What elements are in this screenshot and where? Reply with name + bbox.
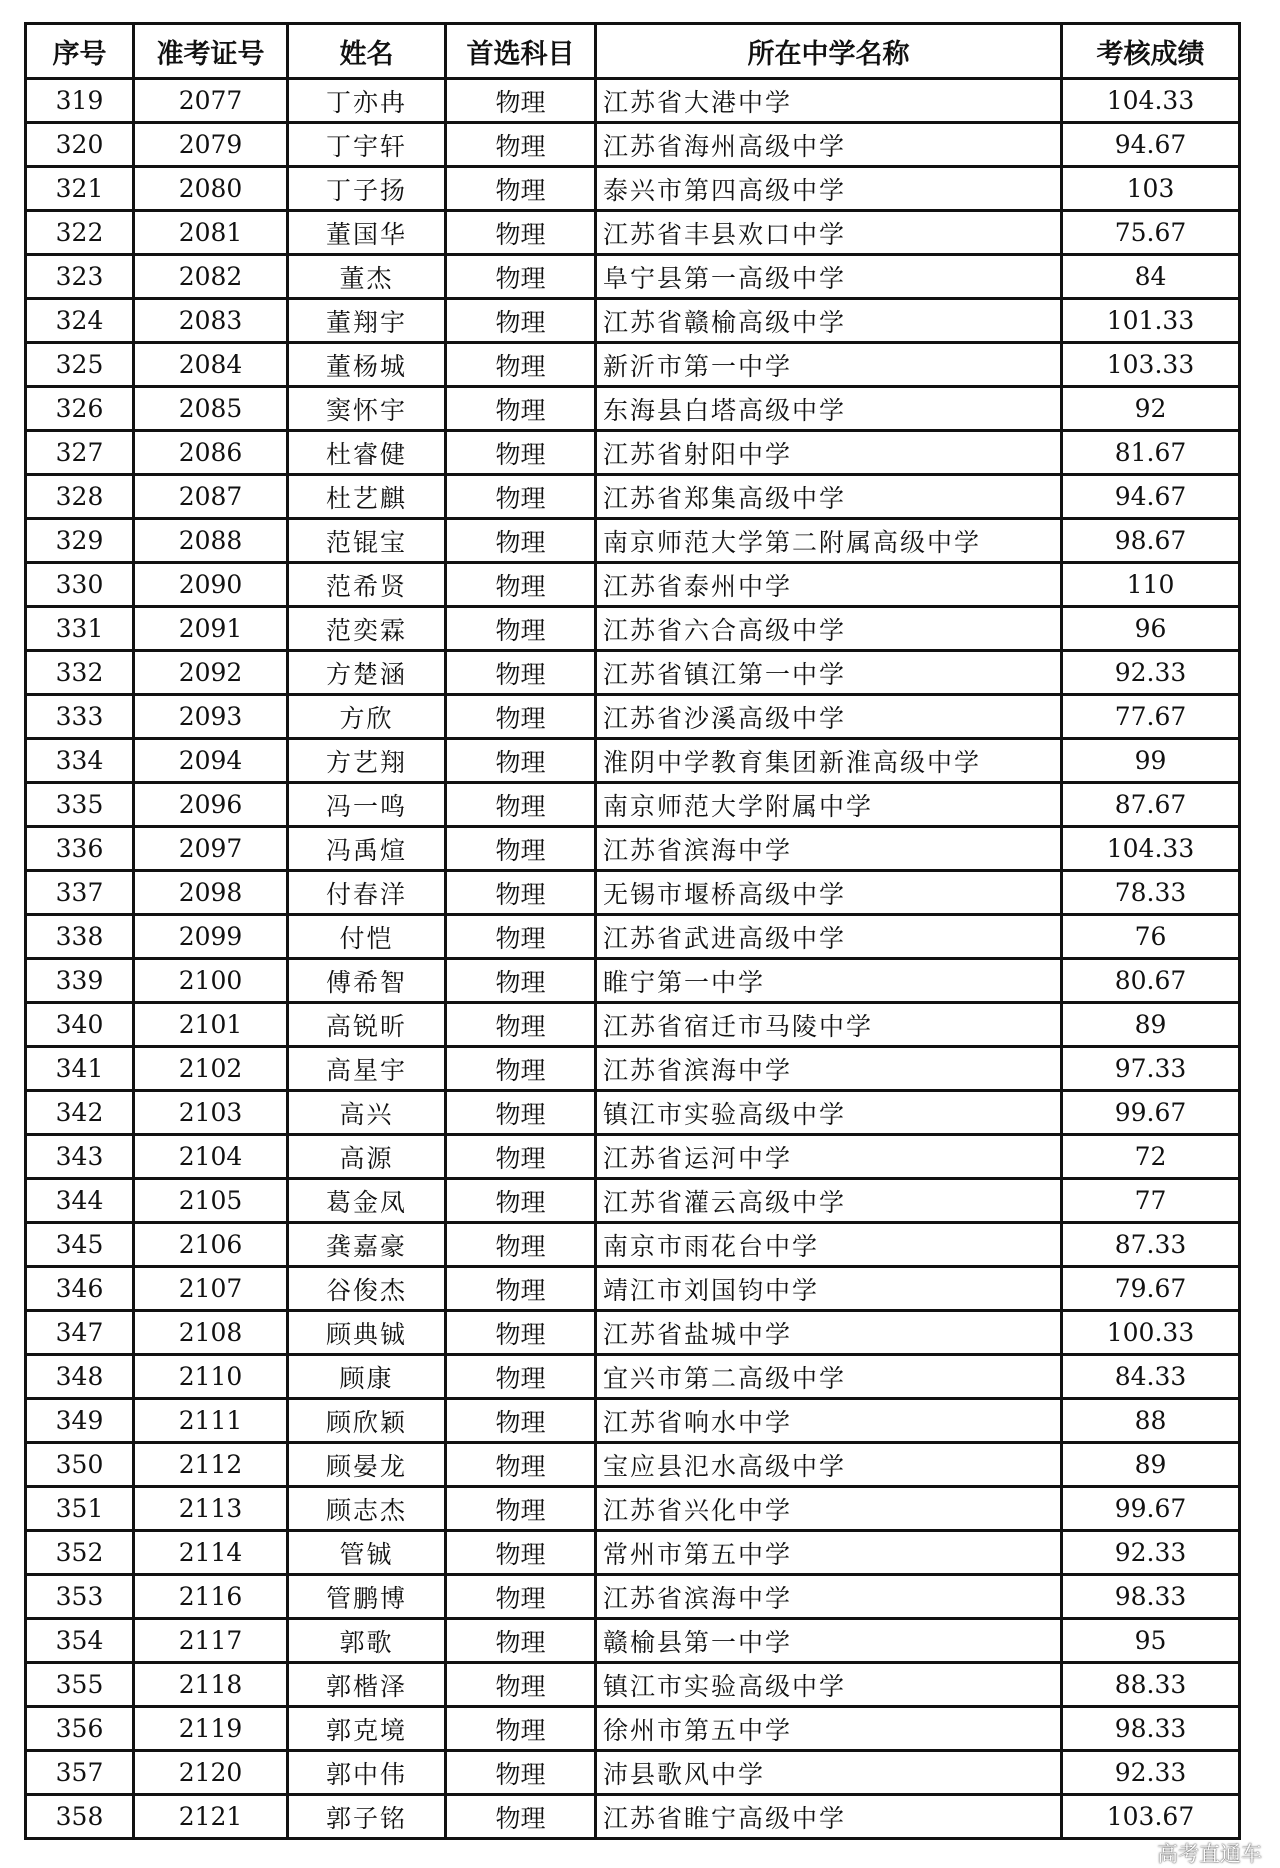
cell-score: 78.33 xyxy=(1062,871,1240,915)
cell-name: 郭克境 xyxy=(288,1707,446,1751)
cell-exam-id: 2091 xyxy=(134,607,288,651)
table-row xyxy=(26,387,1240,431)
cell-exam-id: 2102 xyxy=(134,1047,288,1091)
table-row xyxy=(26,1047,1240,1091)
cell-score: 98.33 xyxy=(1062,1575,1240,1619)
cell-score: 99 xyxy=(1062,739,1240,783)
cell-exam-id: 2101 xyxy=(134,1003,288,1047)
table-row xyxy=(26,431,1240,475)
cell-name: 方楚涵 xyxy=(288,651,446,695)
cell-subject: 物理 xyxy=(446,1179,596,1223)
cell-subject: 物理 xyxy=(446,1531,596,1575)
table-row xyxy=(26,1267,1240,1311)
cell-score: 77.67 xyxy=(1062,695,1240,739)
cell-exam-id: 2088 xyxy=(134,519,288,563)
cell-name: 高源 xyxy=(288,1135,446,1179)
cell-index: 350 xyxy=(26,1443,134,1487)
cell-school: 江苏省滨海中学 xyxy=(596,1047,1062,1091)
cell-index: 343 xyxy=(26,1135,134,1179)
cell-exam-id: 2087 xyxy=(134,475,288,519)
cell-subject: 物理 xyxy=(446,1311,596,1355)
cell-school: 宝应县氾水高级中学 xyxy=(596,1443,1062,1487)
table-row xyxy=(26,167,1240,211)
cell-school: 阜宁县第一高级中学 xyxy=(596,255,1062,299)
cell-school: 江苏省海州高级中学 xyxy=(596,123,1062,167)
table-row xyxy=(26,1663,1240,1707)
cell-subject: 物理 xyxy=(446,1355,596,1399)
cell-index: 342 xyxy=(26,1091,134,1135)
cell-school: 江苏省睢宁高级中学 xyxy=(596,1795,1062,1839)
cell-subject: 物理 xyxy=(446,563,596,607)
cell-subject: 物理 xyxy=(446,1443,596,1487)
cell-subject: 物理 xyxy=(446,167,596,211)
table-row xyxy=(26,211,1240,255)
cell-name: 冯一鸣 xyxy=(288,783,446,827)
cell-score: 96 xyxy=(1062,607,1240,651)
cell-exam-id: 2113 xyxy=(134,1487,288,1531)
table-row xyxy=(26,915,1240,959)
table-row xyxy=(26,1751,1240,1795)
cell-name: 龚嘉豪 xyxy=(288,1223,446,1267)
cell-name: 顾晏龙 xyxy=(288,1443,446,1487)
cell-name: 冯禹煊 xyxy=(288,827,446,871)
cell-subject: 物理 xyxy=(446,387,596,431)
cell-index: 327 xyxy=(26,431,134,475)
cell-index: 326 xyxy=(26,387,134,431)
cell-index: 357 xyxy=(26,1751,134,1795)
cell-exam-id: 2119 xyxy=(134,1707,288,1751)
cell-subject: 物理 xyxy=(446,1047,596,1091)
cell-index: 331 xyxy=(26,607,134,651)
cell-index: 332 xyxy=(26,651,134,695)
table-row xyxy=(26,959,1240,1003)
cell-name: 付恺 xyxy=(288,915,446,959)
cell-score: 88 xyxy=(1062,1399,1240,1443)
cell-score: 98.67 xyxy=(1062,519,1240,563)
cell-exam-id: 2097 xyxy=(134,827,288,871)
cell-subject: 物理 xyxy=(446,1135,596,1179)
table-row xyxy=(26,1399,1240,1443)
cell-exam-id: 2120 xyxy=(134,1751,288,1795)
cell-index: 333 xyxy=(26,695,134,739)
cell-school: 宜兴市第二高级中学 xyxy=(596,1355,1062,1399)
cell-index: 358 xyxy=(26,1795,134,1839)
cell-exam-id: 2090 xyxy=(134,563,288,607)
cell-school: 江苏省六合高级中学 xyxy=(596,607,1062,651)
cell-index: 345 xyxy=(26,1223,134,1267)
cell-score: 103.67 xyxy=(1062,1795,1240,1839)
table-row xyxy=(26,739,1240,783)
table-row xyxy=(26,255,1240,299)
table-row xyxy=(26,871,1240,915)
cell-subject: 物理 xyxy=(446,1575,596,1619)
cell-name: 范希贤 xyxy=(288,563,446,607)
table-row xyxy=(26,1487,1240,1531)
cell-subject: 物理 xyxy=(446,959,596,1003)
cell-exam-id: 2077 xyxy=(134,79,288,123)
cell-index: 356 xyxy=(26,1707,134,1751)
cell-school: 江苏省兴化中学 xyxy=(596,1487,1062,1531)
cell-subject: 物理 xyxy=(446,519,596,563)
header-exam-id: 准考证号 xyxy=(134,24,288,79)
cell-index: 340 xyxy=(26,1003,134,1047)
cell-name: 窦怀宇 xyxy=(288,387,446,431)
table-row xyxy=(26,827,1240,871)
cell-index: 329 xyxy=(26,519,134,563)
cell-exam-id: 2117 xyxy=(134,1619,288,1663)
cell-name: 郭子铭 xyxy=(288,1795,446,1839)
table-row xyxy=(26,695,1240,739)
cell-name: 郭中伟 xyxy=(288,1751,446,1795)
cell-school: 江苏省丰县欢口中学 xyxy=(596,211,1062,255)
cell-exam-id: 2116 xyxy=(134,1575,288,1619)
header-score: 考核成绩 xyxy=(1062,24,1240,79)
cell-score: 81.67 xyxy=(1062,431,1240,475)
cell-score: 94.67 xyxy=(1062,123,1240,167)
cell-name: 郭楷泽 xyxy=(288,1663,446,1707)
cell-score: 76 xyxy=(1062,915,1240,959)
cell-index: 328 xyxy=(26,475,134,519)
cell-score: 101.33 xyxy=(1062,299,1240,343)
table-row xyxy=(26,1443,1240,1487)
cell-score: 99.67 xyxy=(1062,1091,1240,1135)
cell-score: 84 xyxy=(1062,255,1240,299)
cell-name: 顾典铖 xyxy=(288,1311,446,1355)
cell-subject: 物理 xyxy=(446,475,596,519)
cell-subject: 物理 xyxy=(446,1267,596,1311)
cell-score: 88.33 xyxy=(1062,1663,1240,1707)
table-row xyxy=(26,1531,1240,1575)
cell-school: 江苏省大港中学 xyxy=(596,79,1062,123)
cell-school: 江苏省武进高级中学 xyxy=(596,915,1062,959)
table-row xyxy=(26,475,1240,519)
cell-exam-id: 2118 xyxy=(134,1663,288,1707)
cell-school: 靖江市刘国钧中学 xyxy=(596,1267,1062,1311)
cell-index: 330 xyxy=(26,563,134,607)
cell-name: 管铖 xyxy=(288,1531,446,1575)
cell-score: 89 xyxy=(1062,1003,1240,1047)
cell-exam-id: 2107 xyxy=(134,1267,288,1311)
cell-score: 92.33 xyxy=(1062,1531,1240,1575)
cell-school: 南京师范大学第二附属高级中学 xyxy=(596,519,1062,563)
cell-name: 杜艺麒 xyxy=(288,475,446,519)
table-row xyxy=(26,299,1240,343)
cell-exam-id: 2092 xyxy=(134,651,288,695)
cell-exam-id: 2099 xyxy=(134,915,288,959)
table-row xyxy=(26,1355,1240,1399)
cell-name: 高锐昕 xyxy=(288,1003,446,1047)
cell-school: 泰兴市第四高级中学 xyxy=(596,167,1062,211)
header-subject: 首选科目 xyxy=(446,24,596,79)
cell-exam-id: 2110 xyxy=(134,1355,288,1399)
cell-name: 顾康 xyxy=(288,1355,446,1399)
cell-subject: 物理 xyxy=(446,1003,596,1047)
cell-subject: 物理 xyxy=(446,1619,596,1663)
cell-score: 87.67 xyxy=(1062,783,1240,827)
cell-score: 104.33 xyxy=(1062,827,1240,871)
cell-name: 董翔宇 xyxy=(288,299,446,343)
table-row xyxy=(26,123,1240,167)
cell-name: 丁宇轩 xyxy=(288,123,446,167)
cell-subject: 物理 xyxy=(446,431,596,475)
cell-score: 89 xyxy=(1062,1443,1240,1487)
cell-index: 344 xyxy=(26,1179,134,1223)
cell-subject: 物理 xyxy=(446,211,596,255)
cell-subject: 物理 xyxy=(446,1795,596,1839)
cell-score: 99.67 xyxy=(1062,1487,1240,1531)
table-row xyxy=(26,343,1240,387)
cell-index: 322 xyxy=(26,211,134,255)
cell-subject: 物理 xyxy=(446,739,596,783)
cell-subject: 物理 xyxy=(446,871,596,915)
table-row xyxy=(26,1795,1240,1839)
cell-index: 354 xyxy=(26,1619,134,1663)
cell-score: 103 xyxy=(1062,167,1240,211)
cell-school: 江苏省宿迁市马陵中学 xyxy=(596,1003,1062,1047)
cell-index: 325 xyxy=(26,343,134,387)
score-table xyxy=(24,22,1241,1840)
cell-school: 江苏省滨海中学 xyxy=(596,1575,1062,1619)
watermark: 高考直通车 xyxy=(1157,1842,1262,1866)
cell-name: 顾欣颖 xyxy=(288,1399,446,1443)
table-row xyxy=(26,607,1240,651)
cell-index: 320 xyxy=(26,123,134,167)
cell-subject: 物理 xyxy=(446,79,596,123)
cell-index: 349 xyxy=(26,1399,134,1443)
cell-score: 100.33 xyxy=(1062,1311,1240,1355)
cell-subject: 物理 xyxy=(446,827,596,871)
cell-subject: 物理 xyxy=(446,695,596,739)
table-row xyxy=(26,651,1240,695)
cell-exam-id: 2114 xyxy=(134,1531,288,1575)
cell-index: 348 xyxy=(26,1355,134,1399)
header-row xyxy=(26,24,1240,79)
cell-exam-id: 2112 xyxy=(134,1443,288,1487)
cell-score: 92.33 xyxy=(1062,651,1240,695)
cell-school: 江苏省灌云高级中学 xyxy=(596,1179,1062,1223)
cell-exam-id: 2106 xyxy=(134,1223,288,1267)
cell-score: 84.33 xyxy=(1062,1355,1240,1399)
table-row xyxy=(26,1223,1240,1267)
cell-name: 丁子扬 xyxy=(288,167,446,211)
cell-subject: 物理 xyxy=(446,915,596,959)
cell-exam-id: 2081 xyxy=(134,211,288,255)
cell-school: 无锡市堰桥高级中学 xyxy=(596,871,1062,915)
cell-exam-id: 2082 xyxy=(134,255,288,299)
cell-exam-id: 2093 xyxy=(134,695,288,739)
table-row xyxy=(26,519,1240,563)
cell-score: 104.33 xyxy=(1062,79,1240,123)
cell-score: 94.67 xyxy=(1062,475,1240,519)
cell-school: 江苏省郑集高级中学 xyxy=(596,475,1062,519)
cell-score: 77 xyxy=(1062,1179,1240,1223)
cell-school: 徐州市第五中学 xyxy=(596,1707,1062,1751)
cell-score: 79.67 xyxy=(1062,1267,1240,1311)
cell-index: 323 xyxy=(26,255,134,299)
table-row xyxy=(26,79,1240,123)
cell-subject: 物理 xyxy=(446,343,596,387)
cell-exam-id: 2086 xyxy=(134,431,288,475)
table-row xyxy=(26,1135,1240,1179)
cell-index: 355 xyxy=(26,1663,134,1707)
cell-score: 92.33 xyxy=(1062,1751,1240,1795)
cell-subject: 物理 xyxy=(446,123,596,167)
cell-name: 付春洋 xyxy=(288,871,446,915)
cell-index: 338 xyxy=(26,915,134,959)
cell-school: 江苏省射阳中学 xyxy=(596,431,1062,475)
header-name: 姓名 xyxy=(288,24,446,79)
header-school: 所在中学名称 xyxy=(596,24,1062,79)
cell-exam-id: 2121 xyxy=(134,1795,288,1839)
cell-index: 336 xyxy=(26,827,134,871)
cell-name: 董国华 xyxy=(288,211,446,255)
cell-school: 江苏省镇江第一中学 xyxy=(596,651,1062,695)
cell-index: 334 xyxy=(26,739,134,783)
cell-school: 赣榆县第一中学 xyxy=(596,1619,1062,1663)
cell-index: 353 xyxy=(26,1575,134,1619)
cell-score: 103.33 xyxy=(1062,343,1240,387)
cell-subject: 物理 xyxy=(446,1487,596,1531)
cell-score: 75.67 xyxy=(1062,211,1240,255)
cell-index: 335 xyxy=(26,783,134,827)
cell-subject: 物理 xyxy=(446,1707,596,1751)
cell-school: 南京师范大学附属中学 xyxy=(596,783,1062,827)
cell-index: 351 xyxy=(26,1487,134,1531)
cell-score: 80.67 xyxy=(1062,959,1240,1003)
cell-name: 谷俊杰 xyxy=(288,1267,446,1311)
cell-school: 江苏省盐城中学 xyxy=(596,1311,1062,1355)
cell-name: 顾志杰 xyxy=(288,1487,446,1531)
cell-name: 范奕霖 xyxy=(288,607,446,651)
cell-name: 方欣 xyxy=(288,695,446,739)
table-row xyxy=(26,1619,1240,1663)
cell-name: 董杨城 xyxy=(288,343,446,387)
cell-subject: 物理 xyxy=(446,1223,596,1267)
cell-exam-id: 2100 xyxy=(134,959,288,1003)
cell-subject: 物理 xyxy=(446,607,596,651)
cell-score: 72 xyxy=(1062,1135,1240,1179)
cell-name: 方艺翔 xyxy=(288,739,446,783)
cell-subject: 物理 xyxy=(446,1091,596,1135)
cell-score: 92 xyxy=(1062,387,1240,431)
cell-exam-id: 2105 xyxy=(134,1179,288,1223)
cell-name: 董杰 xyxy=(288,255,446,299)
cell-exam-id: 2108 xyxy=(134,1311,288,1355)
cell-index: 321 xyxy=(26,167,134,211)
cell-school: 睢宁第一中学 xyxy=(596,959,1062,1003)
cell-school: 东海县白塔高级中学 xyxy=(596,387,1062,431)
table-row xyxy=(26,1311,1240,1355)
cell-name: 高星宇 xyxy=(288,1047,446,1091)
cell-school: 江苏省沙溪高级中学 xyxy=(596,695,1062,739)
cell-score: 95 xyxy=(1062,1619,1240,1663)
cell-score: 97.33 xyxy=(1062,1047,1240,1091)
table-row xyxy=(26,783,1240,827)
cell-subject: 物理 xyxy=(446,1751,596,1795)
cell-exam-id: 2103 xyxy=(134,1091,288,1135)
cell-score: 87.33 xyxy=(1062,1223,1240,1267)
cell-subject: 物理 xyxy=(446,783,596,827)
cell-name: 丁亦冉 xyxy=(288,79,446,123)
table-row xyxy=(26,1707,1240,1751)
cell-exam-id: 2083 xyxy=(134,299,288,343)
cell-school: 常州市第五中学 xyxy=(596,1531,1062,1575)
cell-school: 江苏省滨海中学 xyxy=(596,827,1062,871)
cell-exam-id: 2079 xyxy=(134,123,288,167)
cell-exam-id: 2096 xyxy=(134,783,288,827)
cell-school: 镇江市实验高级中学 xyxy=(596,1091,1062,1135)
cell-name: 杜睿健 xyxy=(288,431,446,475)
cell-school: 淮阴中学教育集团新淮高级中学 xyxy=(596,739,1062,783)
cell-exam-id: 2098 xyxy=(134,871,288,915)
table-row xyxy=(26,1575,1240,1619)
cell-score: 110 xyxy=(1062,563,1240,607)
cell-subject: 物理 xyxy=(446,651,596,695)
cell-school: 新沂市第一中学 xyxy=(596,343,1062,387)
cell-index: 337 xyxy=(26,871,134,915)
cell-subject: 物理 xyxy=(446,255,596,299)
cell-school: 江苏省运河中学 xyxy=(596,1135,1062,1179)
cell-exam-id: 2111 xyxy=(134,1399,288,1443)
cell-name: 葛金凤 xyxy=(288,1179,446,1223)
cell-name: 傅希智 xyxy=(288,959,446,1003)
cell-school: 沛县歌风中学 xyxy=(596,1751,1062,1795)
cell-subject: 物理 xyxy=(446,1399,596,1443)
cell-index: 352 xyxy=(26,1531,134,1575)
cell-school: 江苏省响水中学 xyxy=(596,1399,1062,1443)
cell-name: 管鹏博 xyxy=(288,1575,446,1619)
cell-index: 341 xyxy=(26,1047,134,1091)
cell-subject: 物理 xyxy=(446,1663,596,1707)
cell-index: 347 xyxy=(26,1311,134,1355)
cell-school: 南京市雨花台中学 xyxy=(596,1223,1062,1267)
cell-name: 郭歌 xyxy=(288,1619,446,1663)
cell-exam-id: 2104 xyxy=(134,1135,288,1179)
cell-exam-id: 2080 xyxy=(134,167,288,211)
table-row xyxy=(26,1003,1240,1047)
cell-exam-id: 2084 xyxy=(134,343,288,387)
cell-school: 镇江市实验高级中学 xyxy=(596,1663,1062,1707)
cell-score: 98.33 xyxy=(1062,1707,1240,1751)
cell-school: 江苏省泰州中学 xyxy=(596,563,1062,607)
cell-name: 高兴 xyxy=(288,1091,446,1135)
cell-index: 339 xyxy=(26,959,134,1003)
table-row xyxy=(26,1091,1240,1135)
header-index: 序号 xyxy=(26,24,134,79)
cell-exam-id: 2085 xyxy=(134,387,288,431)
cell-index: 346 xyxy=(26,1267,134,1311)
cell-subject: 物理 xyxy=(446,299,596,343)
cell-school: 江苏省赣榆高级中学 xyxy=(596,299,1062,343)
cell-index: 324 xyxy=(26,299,134,343)
cell-index: 319 xyxy=(26,79,134,123)
cell-exam-id: 2094 xyxy=(134,739,288,783)
table-row xyxy=(26,563,1240,607)
table-row xyxy=(26,1179,1240,1223)
cell-name: 范锟宝 xyxy=(288,519,446,563)
